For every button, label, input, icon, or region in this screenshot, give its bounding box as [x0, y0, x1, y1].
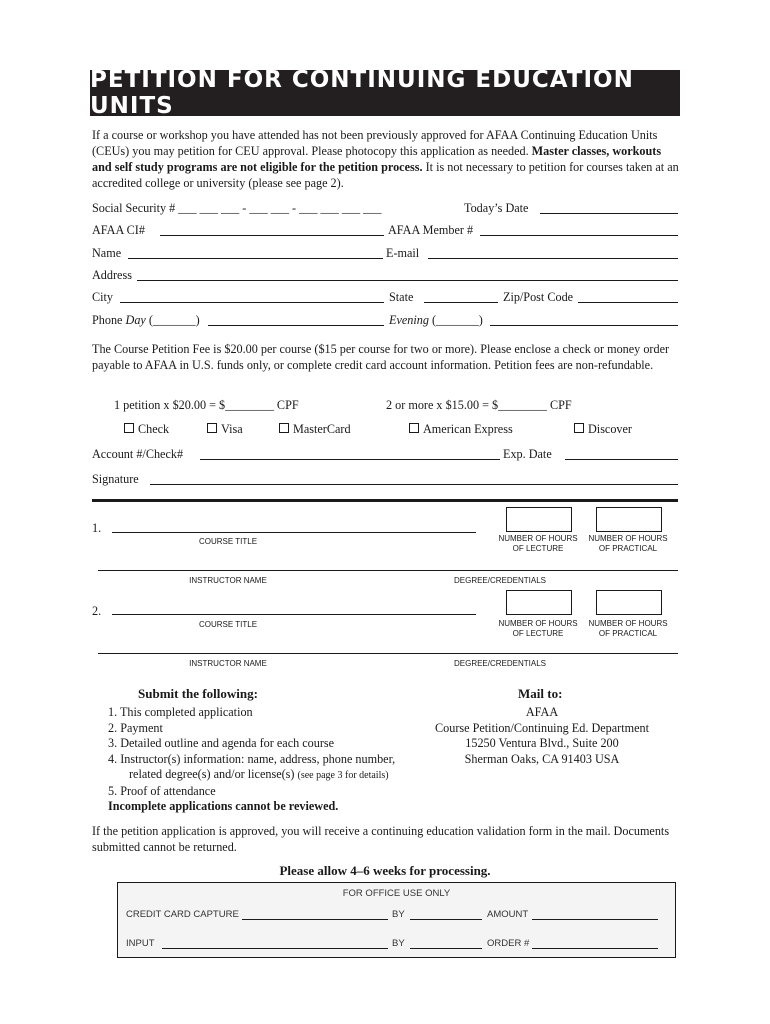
phone-day-label: Phone Day (_______): [92, 313, 200, 327]
course-1-number: 1.: [92, 521, 102, 535]
list-item: 5. Proof of attendance: [108, 783, 216, 798]
exp-date-line[interactable]: [565, 459, 678, 460]
fee-two-or-more[interactable]: 2 or more x $15.00 = $________ CPF: [386, 398, 572, 412]
checkbox-icon: [124, 423, 134, 433]
state-label: State: [389, 290, 414, 304]
today-date-label: Today’s Date: [464, 201, 529, 215]
city-label: City: [92, 290, 113, 304]
mail-address: AFAA Course Petition/Continuing Ed. Department 15250 Ventura Blvd., Suite 200 Sherman Oaks, CA 91403 USA: [435, 705, 649, 766]
ssn-field[interactable]: Social Security # ___ ___ ___ - ___ ___ - ___ ___ ___ ___: [92, 201, 382, 215]
checkbox-visa[interactable]: Visa: [207, 422, 243, 437]
amount-line[interactable]: [532, 919, 658, 920]
input-label: INPUT: [126, 938, 155, 949]
phone-day-line[interactable]: [208, 325, 384, 326]
mail-heading: Mail to:: [518, 686, 563, 701]
order-line[interactable]: [532, 948, 658, 949]
by-line[interactable]: [410, 948, 482, 949]
checkbox-icon: [207, 423, 217, 433]
zip-label: Zip/Post Code: [503, 290, 574, 304]
afaa-ci-label: AFAA CI#: [92, 223, 145, 237]
office-heading: FOR OFFICE USE ONLY: [342, 888, 451, 899]
course-2-number: 2.: [92, 604, 102, 618]
course-2-instructor-line[interactable]: [98, 653, 678, 654]
account-line[interactable]: [200, 459, 500, 460]
checkbox-check[interactable]: Check: [124, 422, 169, 437]
warning-text: Incomplete applications cannot be reviewed.: [108, 799, 339, 813]
checkbox-american-express[interactable]: American Express: [409, 422, 513, 437]
by-line[interactable]: [410, 919, 482, 920]
by-label: BY: [392, 909, 405, 920]
checkbox-icon: [279, 423, 289, 433]
processing-note: Please allow 4–6 weeks for processing.: [279, 863, 491, 878]
list-item: 4. Instructor(s) information: name, address, phone number,: [108, 751, 396, 766]
course-title-caption: COURSE TITLE: [198, 537, 258, 546]
email-line[interactable]: [428, 258, 678, 259]
by-label: BY: [392, 938, 405, 949]
fee-paragraph: The Course Petition Fee is $20.00 per course ($15 per course for two or more). Please enclose a check or money order payable to AFAA in U.S. funds only, or complete credit card account information. Petition fees are non-refundable.: [92, 342, 670, 372]
signature-label: Signature: [92, 472, 139, 486]
approval-paragraph: If the petition application is approved, you will receive a continuing education validation form in the mail. Documents submitted cannot be returned.: [92, 824, 670, 854]
course-2-lecture-hours-box[interactable]: [506, 590, 572, 615]
signature-line[interactable]: [150, 484, 678, 485]
phone-evening-label: Evening (_______): [389, 313, 483, 327]
email-label: E-mail: [386, 246, 420, 260]
practical-hours-caption: NUMBER OF HOURS OF PRACTICAL: [588, 534, 668, 553]
list-item: related degree(s) and/or license(s) (see page 3 for details): [129, 767, 389, 781]
office-use-box: [117, 882, 676, 958]
today-date-line[interactable]: [540, 213, 678, 214]
lecture-hours-caption: NUMBER OF HOURS OF LECTURE: [498, 534, 578, 553]
checkbox-discover[interactable]: Discover: [574, 422, 632, 437]
course-1-instructor-line[interactable]: [98, 570, 678, 571]
course-1-practical-hours-box[interactable]: [596, 507, 662, 532]
practical-hours-caption: NUMBER OF HOURS OF PRACTICAL: [588, 619, 668, 638]
checkbox-icon: [409, 423, 419, 433]
checkbox-icon: [574, 423, 584, 433]
submit-heading: Submit the following:: [138, 686, 258, 701]
address-line[interactable]: [137, 280, 678, 281]
name-line[interactable]: [128, 258, 383, 259]
list-item: 1. This completed application: [108, 705, 253, 719]
form-title: PETITION FOR CONTINUING EDUCATION UNITS: [90, 70, 680, 116]
address-label: Address: [92, 268, 132, 282]
checkbox-mastercard[interactable]: MasterCard: [279, 422, 351, 437]
degree-caption: DEGREE/CREDENTIALS: [453, 659, 547, 668]
submit-list: [108, 705, 395, 815]
order-label: ORDER #: [487, 938, 530, 949]
zip-line[interactable]: [578, 302, 678, 303]
name-label: Name: [92, 246, 122, 260]
amount-label: AMOUNT: [487, 909, 529, 920]
phone-evening-line[interactable]: [490, 325, 678, 326]
degree-caption: DEGREE/CREDENTIALS: [453, 576, 547, 585]
state-line[interactable]: [424, 302, 498, 303]
afaa-ci-line[interactable]: [160, 235, 384, 236]
course-title-caption: COURSE TITLE: [198, 620, 258, 629]
instructor-name-caption: INSTRUCTOR NAME: [189, 576, 267, 585]
account-label: Account #/Check#: [92, 447, 184, 461]
cc-capture-line[interactable]: [242, 919, 388, 920]
instructor-name-caption: INSTRUCTOR NAME: [189, 659, 267, 668]
fee-one-petition[interactable]: 1 petition x $20.00 = $________ CPF: [114, 398, 299, 412]
lecture-hours-caption: NUMBER OF HOURS OF LECTURE: [498, 619, 578, 638]
course-1-title-line[interactable]: [112, 532, 476, 533]
exp-date-label: Exp. Date: [503, 447, 552, 461]
afaa-member-label: AFAA Member #: [388, 223, 474, 237]
list-item: 2. Payment: [108, 720, 163, 735]
section-divider: [92, 499, 678, 502]
city-line[interactable]: [120, 302, 384, 303]
list-item: 3. Detailed outline and agenda for each course: [108, 736, 335, 750]
cc-capture-label: CREDIT CARD CAPTURE: [126, 909, 239, 920]
course-1-lecture-hours-box[interactable]: [506, 507, 572, 532]
afaa-member-line[interactable]: [480, 235, 678, 236]
intro-paragraph: If a course or workshop you have attended has not been previously approved for AFAA Continuing Education Units (CEUs) you may petition for CEU approval. Please photocopy this application as needed. Master classes, workouts and self study programs are not eligible for the petition process. It is not necessary to petition for courses taken at an accredited college or university (please see page 2).: [92, 128, 679, 190]
input-line[interactable]: [162, 948, 388, 949]
course-2-title-line[interactable]: [112, 614, 476, 615]
course-2-practical-hours-box[interactable]: [596, 590, 662, 615]
